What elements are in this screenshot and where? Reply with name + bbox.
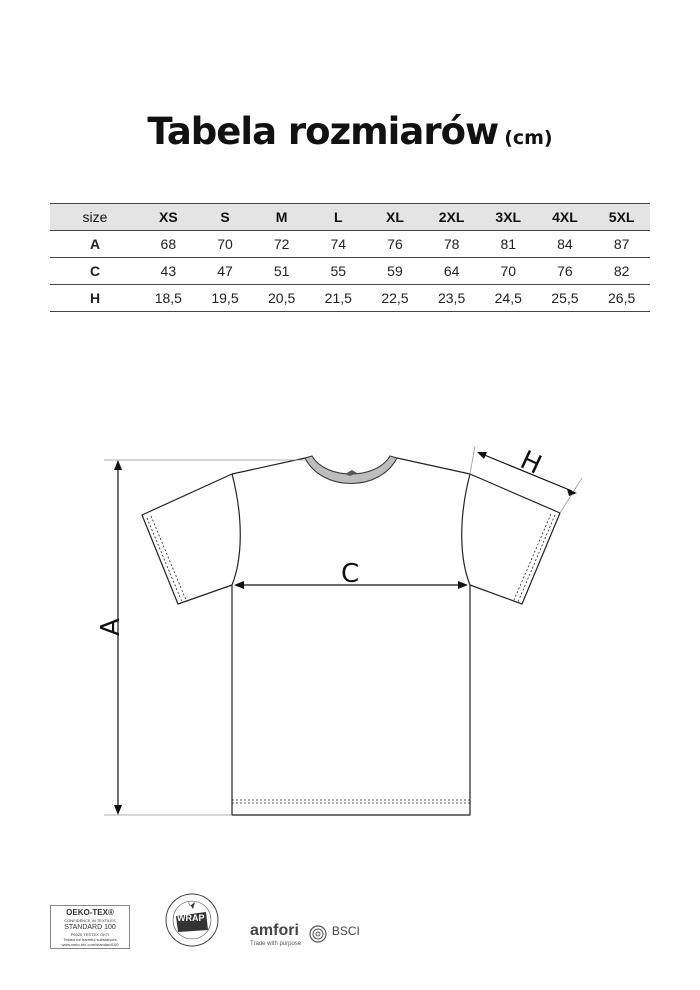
oeko-code: P6020 TESTEX OKTI bbox=[70, 932, 110, 937]
sleeve-stitch-right-2 bbox=[514, 514, 551, 600]
size-header-label: size bbox=[50, 204, 140, 231]
row-label: H bbox=[50, 285, 140, 312]
table-cell: 78 bbox=[423, 231, 480, 258]
size-col-m: M bbox=[253, 204, 310, 231]
dimension-c-arrow-left bbox=[234, 581, 244, 589]
table-cell: 20,5 bbox=[253, 285, 310, 312]
table-cell: 26,5 bbox=[593, 285, 650, 312]
collar bbox=[305, 456, 397, 484]
table-cell: 25,5 bbox=[537, 285, 594, 312]
table-cell: 82 bbox=[593, 258, 650, 285]
size-col-s: S bbox=[197, 204, 254, 231]
oeko-tex-logo bbox=[50, 905, 130, 949]
amfori-program: BSCI bbox=[331, 924, 360, 938]
table-cell: 76 bbox=[367, 231, 424, 258]
size-col-xs: XS bbox=[140, 204, 197, 231]
row-label: C bbox=[50, 258, 140, 285]
oeko-url: www.oeko-tex.com/standard100 bbox=[61, 942, 119, 947]
table-cell: 68 bbox=[140, 231, 197, 258]
table-cell: 51 bbox=[253, 258, 310, 285]
table-cell: 21,5 bbox=[310, 285, 367, 312]
dimension-a-arrow-bottom bbox=[114, 805, 122, 815]
sleeve-stitch-right bbox=[518, 515, 555, 602]
wrap-label: WRAP bbox=[177, 913, 205, 923]
table-cell: 19,5 bbox=[197, 285, 254, 312]
table-cell: 23,5 bbox=[423, 285, 480, 312]
amfori-tagline: Trade with purpose bbox=[250, 941, 302, 947]
table-cell: 87 bbox=[593, 231, 650, 258]
sleeve-stitch-left bbox=[147, 518, 182, 602]
oeko-name: OEKO-TEX® bbox=[66, 908, 114, 917]
table-cell: 43 bbox=[140, 258, 197, 285]
dimension-h-arrow-left bbox=[477, 452, 487, 459]
table-cell: 55 bbox=[310, 258, 367, 285]
oeko-standard: STANDARD 100 bbox=[64, 924, 116, 931]
table-cell: 74 bbox=[310, 231, 367, 258]
size-col-5xl: 5XL bbox=[593, 204, 650, 231]
table-cell: 84 bbox=[537, 231, 594, 258]
dimension-h-label: H bbox=[515, 445, 546, 481]
dimension-a-arrow-top bbox=[114, 460, 122, 470]
size-col-l: L bbox=[310, 204, 367, 231]
amfori-brand: amfori bbox=[250, 922, 299, 939]
title-text: Tabela rozmiarów bbox=[147, 110, 499, 153]
table-cell: 64 bbox=[423, 258, 480, 285]
dimension-a-label: A bbox=[96, 618, 126, 636]
title-unit: (cm) bbox=[504, 127, 553, 149]
table-cell: 59 bbox=[367, 258, 424, 285]
table-cell: 70 bbox=[197, 231, 254, 258]
size-col-4xl: 4XL bbox=[537, 204, 594, 231]
oeko-tagline: CONFIDENCE IN TEXTILES bbox=[64, 918, 116, 923]
dimension-c-arrow-right bbox=[458, 581, 468, 589]
table-cell: 72 bbox=[253, 231, 310, 258]
table-cell: 22,5 bbox=[367, 285, 424, 312]
dimension-h-arrow-right bbox=[567, 489, 577, 496]
row-label: A bbox=[50, 231, 140, 258]
table-cell: 24,5 bbox=[480, 285, 537, 312]
sleeve-stitch-left-2 bbox=[151, 516, 186, 600]
size-col-3xl: 3XL bbox=[480, 204, 537, 231]
table-cell: 76 bbox=[537, 258, 594, 285]
table-cell: 81 bbox=[480, 231, 537, 258]
size-col-xl: XL bbox=[367, 204, 424, 231]
oeko-tested: Tested for harmful substances bbox=[63, 937, 117, 942]
table-cell: 47 bbox=[197, 258, 254, 285]
size-col-2xl: 2XL bbox=[423, 204, 480, 231]
tshirt-outline bbox=[142, 458, 560, 815]
amfori-bsci-logo bbox=[250, 922, 360, 947]
table-cell: 70 bbox=[480, 258, 537, 285]
table-cell: 18,5 bbox=[140, 285, 197, 312]
dimension-c-label: C bbox=[341, 559, 360, 589]
